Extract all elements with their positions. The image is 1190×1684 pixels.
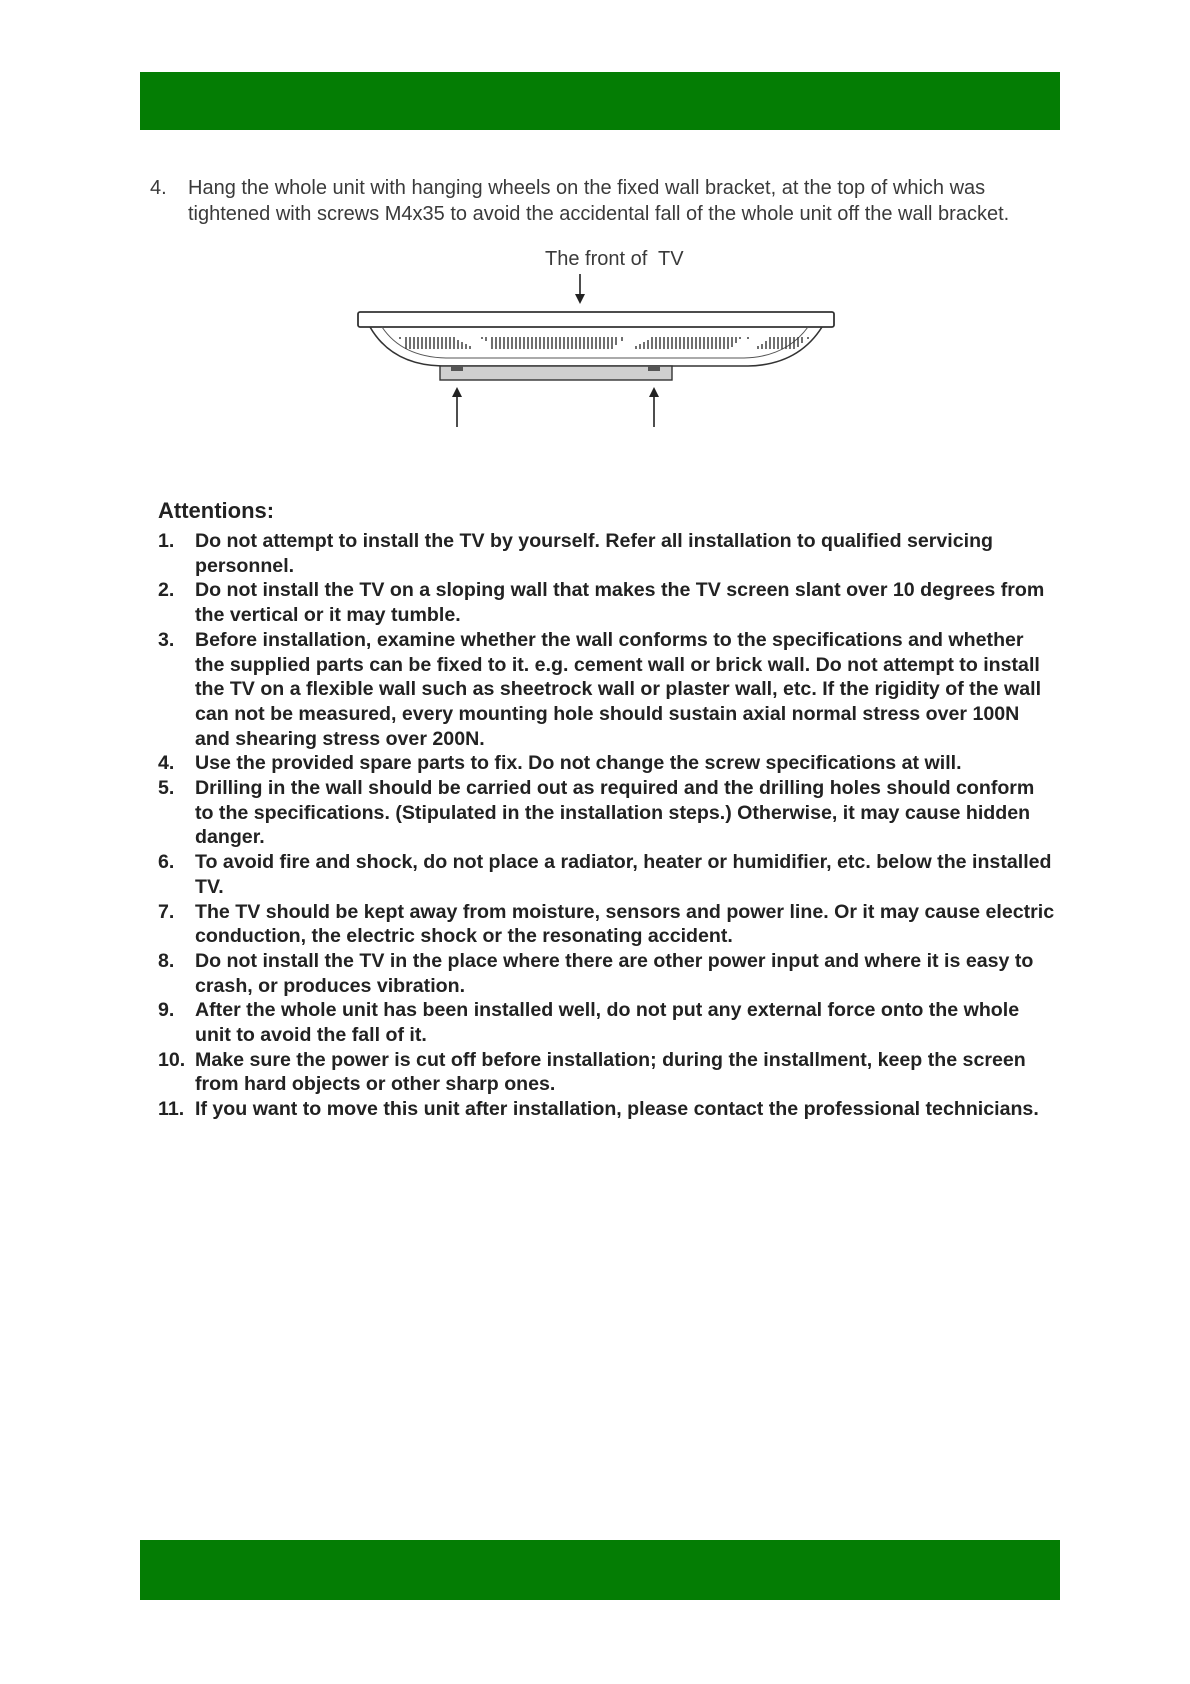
item-text: After the whole unit has been installed well, do not put any external force onto the whole unit to avoid the fall of it. xyxy=(195,999,1020,1047)
step-text: Hang the whole unit with hanging wheels on the fixed wall bracket, at the top of which was tightened with screws M4x35 to avoid the accidental fall of the whole unit off the wall bracket. xyxy=(188,177,1010,225)
list-item xyxy=(158,578,1058,627)
item-text: The TV should be kept away from moisture, sensors and power line. Or it may cause electric conduction, the electric shock or the resonating accident. xyxy=(195,900,1055,948)
up-arrow-icon xyxy=(649,387,659,427)
up-arrow-icon xyxy=(452,387,462,427)
wall-bracket xyxy=(440,366,672,380)
item-text: Do not install the TV in the place where there are other power input and where it is easy to crash, or produces vibration. xyxy=(195,949,1034,997)
down-arrow-icon xyxy=(575,274,585,304)
hanging-wheel-left xyxy=(451,366,463,371)
step-number: 4. xyxy=(150,177,167,199)
item-number: 2. xyxy=(158,579,175,602)
item-text: Use the provided spare parts to fix. Do not change the screw specifications at will. xyxy=(195,752,962,775)
attentions-title: Attentions: xyxy=(158,498,275,523)
item-number: 3. xyxy=(158,628,175,651)
list-item xyxy=(158,751,1058,776)
vent-slots xyxy=(400,337,808,349)
list-item xyxy=(158,1048,1058,1097)
hanging-wheel-right xyxy=(648,366,660,371)
item-text: To avoid fire and shock, do not place a radiator, heater or humidifier, etc. below the installed TV. xyxy=(195,851,1052,898)
item-number: 8. xyxy=(158,949,175,972)
tv-front-bezel xyxy=(358,312,834,327)
item-number: 9. xyxy=(158,999,175,1022)
list-item xyxy=(158,529,1058,578)
item-number: 6. xyxy=(158,851,175,874)
list-item xyxy=(158,998,1058,1047)
figure-label: The front of TV xyxy=(545,248,684,270)
list-item xyxy=(158,900,1058,949)
list-item xyxy=(158,628,1058,752)
item-number: 1. xyxy=(158,530,175,552)
item-number: 4. xyxy=(158,752,175,775)
tv-top-view-drawing xyxy=(330,242,850,442)
footer-band xyxy=(140,1540,1060,1600)
list-item xyxy=(158,776,1058,850)
item-number: 10. xyxy=(158,1048,186,1071)
item-number: 11. xyxy=(158,1098,185,1121)
item-text: Do not install the TV on a sloping wall that makes the TV screen slant over 10 degrees from the vertical or it may tumble. xyxy=(195,579,1045,627)
item-text: If you want to move this unit after installation, please contact the professional technicians. xyxy=(195,1098,1039,1121)
header-band xyxy=(140,72,1060,130)
list-item xyxy=(158,850,1058,899)
item-text: Do not attempt to install the TV by yourself. Refer all installation to qualified servicing personnel. xyxy=(195,530,994,577)
list-item xyxy=(158,1097,1058,1122)
list-item xyxy=(158,949,1058,998)
item-text: Make sure the power is cut off before installation; during the installment, keep the screen from hard objects or other sharp ones. xyxy=(195,1048,1026,1096)
item-number: 7. xyxy=(158,900,175,923)
attentions-list xyxy=(158,529,1058,1122)
item-text: Before installation, examine whether the wall conforms to the specifications and whether the supplied parts can be fixed to it. e.g. cement wall or brick wall. Do not attempt to install the TV on a flexible wall such as sheetrock wall or plaster wall, etc. If the rigidity of the wall can not be measured, every mounting hole should sustain axial normal stress over 100N and shearing stress over 200N. xyxy=(195,628,1042,750)
item-number: 5. xyxy=(158,777,175,800)
tv-bracket-diagram xyxy=(330,242,850,442)
item-text: Drilling in the wall should be carried out as required and the drilling holes should conform to the specifications. (Stipulated in the installation steps.) Otherwise, it may cause hidden danger. xyxy=(195,777,1035,849)
